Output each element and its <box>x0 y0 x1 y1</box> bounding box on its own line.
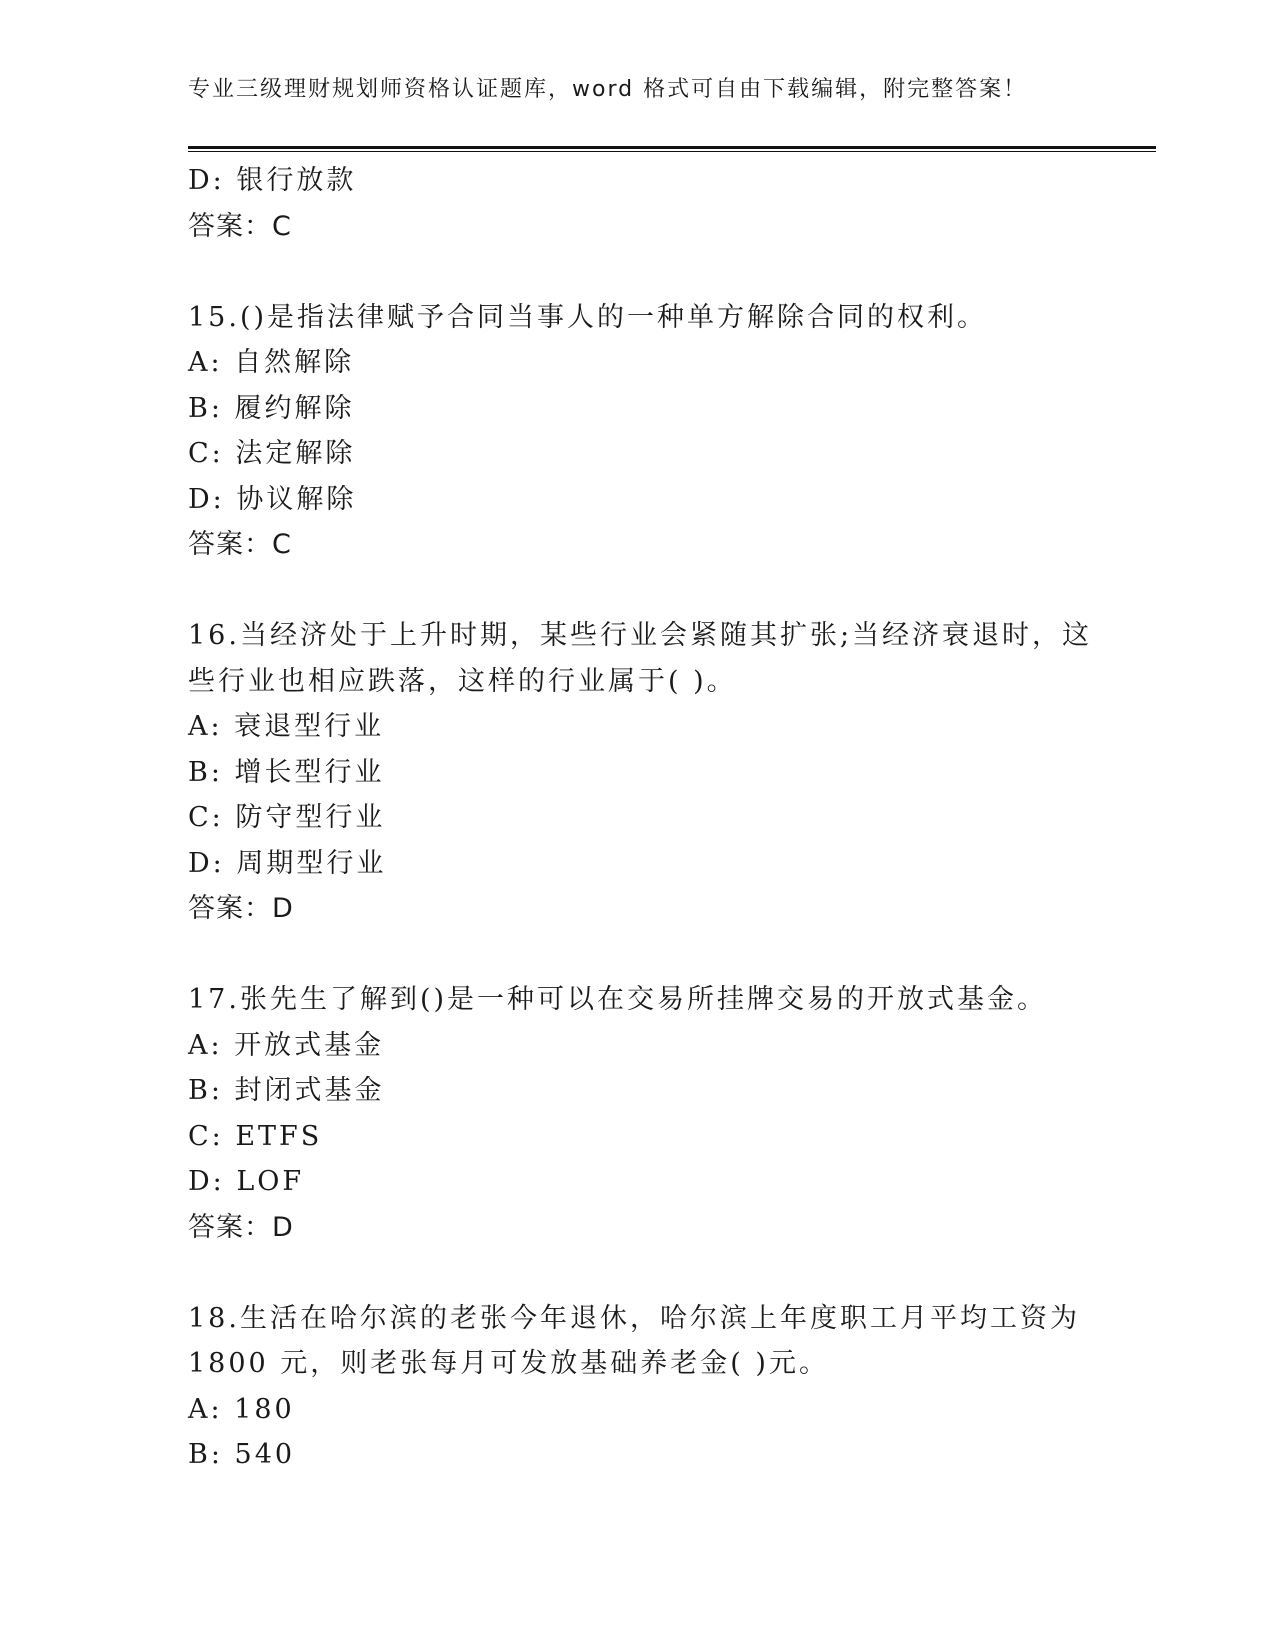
header-rule-thin <box>188 151 1156 152</box>
option-b: B: 540 <box>188 1439 296 1470</box>
option-c: C: 法定解除 <box>188 438 356 469</box>
answer-line: 答案：D <box>188 893 294 924</box>
question-17 <box>188 977 1088 1250</box>
question-18 <box>188 1296 1088 1478</box>
question-stem: 18.生活在哈尔滨的老张今年退休，哈尔滨上年度职工月平均工资为 <box>188 1302 1080 1334</box>
option-b: B: 履约解除 <box>188 392 355 424</box>
question-stem: 17.张先生了解到()是一种可以在交易所挂牌交易的开放式基金。 <box>188 984 1048 1015</box>
option-a: A: 自然解除 <box>188 347 355 378</box>
spacer <box>188 249 1088 295</box>
question-16 <box>188 613 1093 932</box>
option-c: C: 防守型行业 <box>188 802 386 833</box>
question-stem-continued: 1800 元，则老张每月可发放基础养老金( )元。 <box>188 1348 829 1379</box>
answer-line: 答案：C <box>188 529 292 560</box>
header-rule-thick <box>188 146 1156 149</box>
option-d: D: 协议解除 <box>188 483 357 515</box>
question-stem-continued: 些行业也相应跌落，这样的行业属于( )。 <box>188 665 737 697</box>
question-15 <box>188 295 1088 568</box>
option-b: B: 增长型行业 <box>188 756 385 788</box>
option-a: A: 衰退型行业 <box>188 711 385 742</box>
option-d: D: 银行放款 <box>188 165 357 196</box>
option-c: C: ETFS <box>188 1120 323 1152</box>
option-a: A: 开放式基金 <box>188 1029 385 1061</box>
question-stem: 16.当经济处于上升时期，某些行业会紧随其扩张;当经济衰退时，这 <box>188 620 1093 651</box>
question-content <box>188 158 1093 1478</box>
option-a: A: 180 <box>188 1393 295 1425</box>
question-stem: 15.()是指法律赋予合同当事人的一种单方解除合同的权利。 <box>188 301 988 333</box>
option-d: D: 周期型行业 <box>188 847 387 879</box>
answer-line: 答案：C <box>188 210 292 242</box>
option-d: D: LOF <box>188 1166 305 1197</box>
answer-line: 答案：D <box>188 1211 294 1243</box>
option-b: B: 封闭式基金 <box>188 1075 385 1106</box>
page-header: 专业三级理财规划师资格认证题库，word 格式可自由下载编辑，附完整答案！ <box>188 77 1028 102</box>
